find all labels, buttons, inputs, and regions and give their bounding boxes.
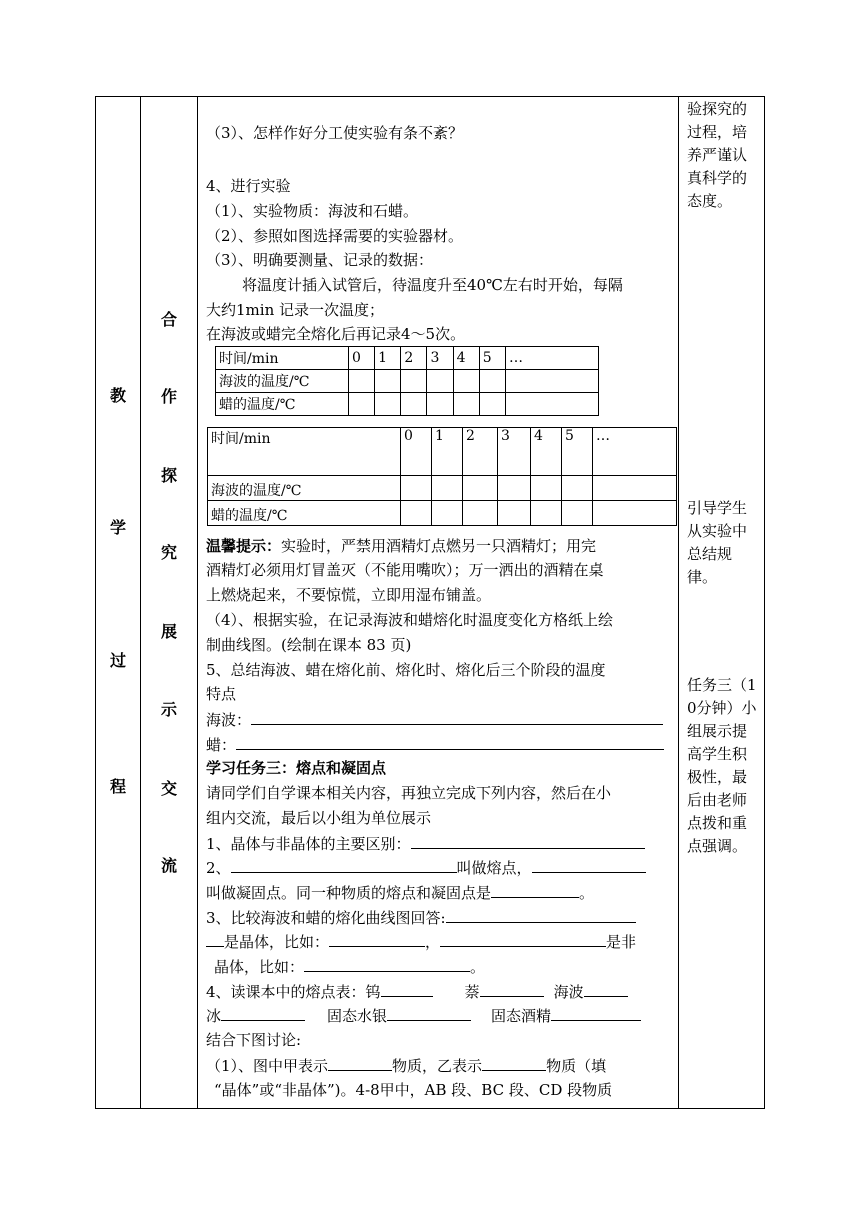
text-line: 5、总结海波、蜡在熔化前、熔化时、熔化后三个阶段的温度 <box>206 661 606 679</box>
text-line: 请同学们自学课本相关内容，再独立完成下列内容，然后在小 <box>206 784 612 802</box>
fill-line: 叫做凝固点。同一种物质的熔点和凝固点是 。 <box>206 881 594 904</box>
fill-line: 1、晶体与非晶体的主要区别： <box>206 832 645 855</box>
table-cell: 3 <box>427 347 453 370</box>
table-cell: 时间/min <box>208 428 401 476</box>
table-cell: … <box>593 428 677 476</box>
table-cell: 5 <box>479 347 505 370</box>
text-line: “晶体”或“非晶体”)。4-8甲中，AB 段、BC 段、CD 段物质 <box>214 1081 613 1099</box>
side-note: 任务三（10分钟）小组展示提高学生积极性，最后由老师点拨和重点强调。 <box>687 676 757 855</box>
text-line: 4、进行实验 <box>206 177 291 195</box>
table-cell: 5 <box>562 428 593 476</box>
fill-line: （1）、图中甲表示 物质，乙表示 物质（填 <box>206 1054 606 1077</box>
col-b-char: 探 <box>160 466 177 485</box>
fill-line: 冰 固态水银 固态酒精 <box>206 1004 641 1027</box>
text-line: 结合下图讨论: <box>206 1031 302 1049</box>
col-b-char: 合 <box>160 310 177 329</box>
tip-line: 温馨提示：实验时，严禁用酒精灯点燃另一只酒精灯；用完 <box>206 537 597 555</box>
table-cell: 2 <box>463 428 498 476</box>
table-cell: 1 <box>375 347 401 370</box>
table-cell: 海波的温度/℃ <box>208 476 401 501</box>
table-cell: 4 <box>531 428 562 476</box>
table-cell: 3 <box>498 428 531 476</box>
data-table-large <box>207 427 677 526</box>
col-b-char: 交 <box>160 779 177 798</box>
side-note: 验探究的过程，培养严谨认真科学的态度。 <box>687 100 748 210</box>
text-line: （4）、根据实验，在记录海波和蜡熔化时温度变化方格纸上绘 <box>206 611 614 629</box>
fill-line: 蜡： <box>206 733 664 756</box>
text-line: （3）、明确要测量、记录的数据： <box>206 251 434 269</box>
text-line: 上燃烧起来，不要惊慌，立即用湿布铺盖。 <box>206 586 492 604</box>
fill-line: 4、读课本中的熔点表：钨 萘 海波 <box>206 980 628 1003</box>
fill-line: 3、比较海波和蜡的熔化曲线图回答: <box>206 906 636 929</box>
table-cell: 蜡的温度/℃ <box>208 501 401 526</box>
col-a-char: 程 <box>109 777 126 796</box>
table-cell: 0 <box>401 428 432 476</box>
col-b-char: 作 <box>160 387 177 406</box>
col-b-char: 示 <box>160 700 177 719</box>
side-notes <box>680 96 764 1109</box>
col-b-char: 展 <box>160 622 177 641</box>
table-cell: 海波的温度/℃ <box>216 370 349 393</box>
side-note: 引导学生从实验中总结规律。 <box>687 499 748 586</box>
fill-line: 2、 叫做熔点， <box>206 856 646 879</box>
fill-line: 是晶体，比如： ， 是非 <box>206 930 636 953</box>
table-cell: 2 <box>401 347 427 370</box>
text-line: 特点 <box>206 685 237 703</box>
table-cell: 蜡的温度/℃ <box>216 393 349 416</box>
table-cell: 时间/min <box>216 347 349 370</box>
text-line: 将温度计插入试管后，待温度升至40℃左右时开始，每隔 <box>242 276 623 294</box>
main-content <box>198 96 678 1109</box>
text-line: 大约1min 记录一次温度； <box>206 301 384 319</box>
fill-line: 海波： <box>206 708 663 731</box>
text-line: 酒精灯必须用灯冒盖灭（不能用嘴吹）；万一洒出的酒精在桌 <box>206 561 604 579</box>
col-divider-3 <box>678 96 679 1109</box>
col-a-char: 学 <box>109 518 126 537</box>
text-line: 在海波或蜡完全熔化后再记录4～5次。 <box>206 325 466 343</box>
tip-label: 温馨提示： <box>206 537 282 555</box>
col-a-char: 教 <box>109 386 126 405</box>
table-cell: 1 <box>432 428 463 476</box>
fill-line: 晶体，比如： 。 <box>214 955 485 978</box>
table-cell: … <box>506 347 599 370</box>
column-cooperative-inquiry <box>141 96 197 1109</box>
text-line: 制曲线图。(绘制在课本 83 页) <box>206 636 412 654</box>
col-b-char: 流 <box>160 856 177 875</box>
section-title: 学习任务三：熔点和凝固点 <box>206 759 387 777</box>
text-line: （1）、实验物质：海波和石蜡。 <box>206 202 419 220</box>
column-teaching-process <box>96 96 140 1109</box>
col-b-char: 究 <box>160 543 177 562</box>
text-line: （2）、参照如图选择需要的实验器材。 <box>206 227 464 245</box>
table-cell: 4 <box>453 347 479 370</box>
text-line: 组内交流，最后以小组为单位展示 <box>206 809 432 827</box>
col-a-char: 过 <box>109 651 126 670</box>
text-line: （3）、怎样作好分工使实验有条不紊？ <box>206 124 464 142</box>
data-table-small <box>215 346 599 416</box>
table-cell: 0 <box>349 347 375 370</box>
